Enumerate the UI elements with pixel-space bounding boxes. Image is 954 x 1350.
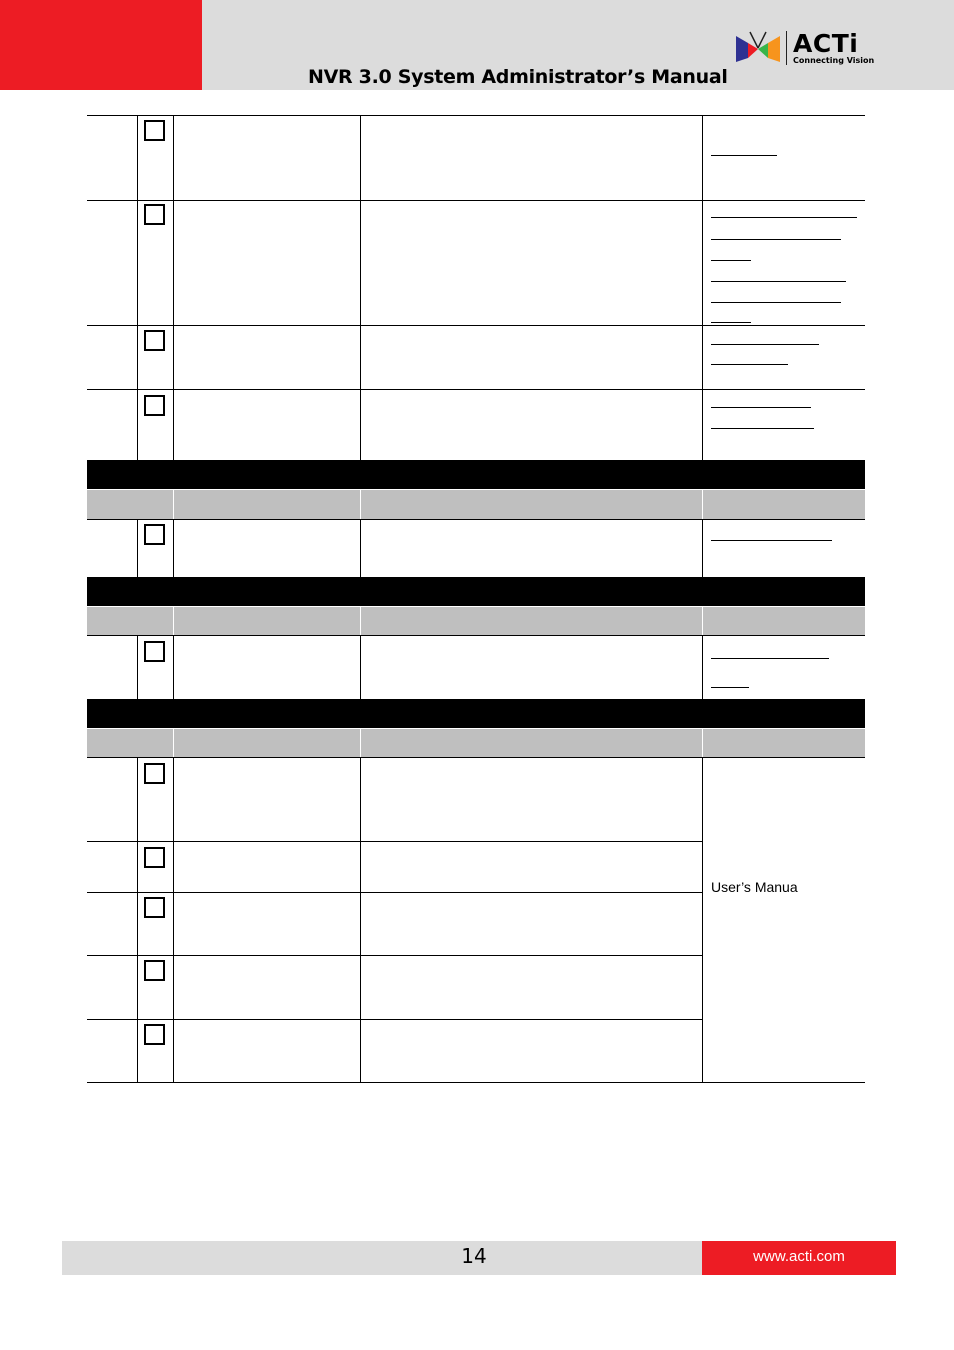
- checklist-checkbox[interactable]: [144, 960, 165, 981]
- col-divider: [173, 757, 174, 1082]
- row-divider: [87, 325, 865, 326]
- document-title: NVR 3.0 System Administrator’s Manual: [308, 66, 728, 88]
- col-divider: [137, 519, 138, 577]
- checklist-checkbox[interactable]: [144, 641, 165, 662]
- checklist-checkbox[interactable]: [144, 1024, 165, 1045]
- logo-divider: [786, 31, 787, 65]
- reference-link[interactable]: [711, 687, 749, 688]
- row-divider: [87, 1019, 702, 1020]
- section-header-bar: [87, 577, 865, 606]
- section-header-bar: [87, 699, 865, 728]
- website-link[interactable]: www.acti.com: [753, 1248, 845, 1265]
- header-red-block: [0, 0, 202, 90]
- checklist-checkbox[interactable]: [144, 120, 165, 141]
- checklist-checkbox[interactable]: [144, 330, 165, 351]
- column-header-bar: [87, 729, 865, 758]
- col-divider: [360, 115, 361, 460]
- row-divider: [87, 841, 702, 842]
- row-divider: [87, 200, 865, 201]
- reference-link[interactable]: [711, 344, 819, 345]
- reference-link[interactable]: [711, 407, 811, 408]
- col-divider: [173, 115, 174, 460]
- reference-link[interactable]: [711, 364, 788, 365]
- column-header-bar: [87, 490, 865, 519]
- reference-link[interactable]: [711, 217, 857, 218]
- col-divider: [702, 115, 703, 460]
- merged-reference-note: User’s Manua: [711, 879, 798, 895]
- col-divider: [360, 635, 361, 699]
- col-divider: [173, 635, 174, 699]
- row-divider: [87, 757, 865, 758]
- reference-link[interactable]: [711, 658, 829, 659]
- col-divider: [702, 635, 703, 699]
- page-number: 14: [461, 1244, 487, 1268]
- column-header-bar: [87, 607, 865, 636]
- row-divider: [87, 635, 865, 636]
- reference-link[interactable]: [711, 155, 777, 156]
- checklist-checkbox[interactable]: [144, 204, 165, 225]
- col-divider: [702, 519, 703, 577]
- logo-wordmark: ACTi: [793, 29, 859, 58]
- col-divider: [360, 519, 361, 577]
- row-divider: [87, 389, 865, 390]
- col-divider: [702, 757, 703, 1082]
- reference-link[interactable]: [711, 260, 751, 261]
- logo-tagline: Connecting Vision: [793, 56, 875, 65]
- section-header-bar: [87, 460, 865, 489]
- col-divider: [137, 635, 138, 699]
- col-divider: [137, 757, 138, 1082]
- reference-link[interactable]: [711, 540, 832, 541]
- checklist-checkbox[interactable]: [144, 524, 165, 545]
- row-divider: [87, 955, 702, 956]
- col-divider: [173, 519, 174, 577]
- checklist-checkbox[interactable]: [144, 763, 165, 784]
- row-divider: [87, 892, 702, 893]
- col-divider: [360, 757, 361, 1082]
- row-divider: [87, 519, 865, 520]
- col-divider: [137, 115, 138, 460]
- checklist-checkbox[interactable]: [144, 897, 165, 918]
- reference-link[interactable]: [711, 428, 814, 429]
- checklist-checkbox[interactable]: [144, 395, 165, 416]
- reference-link[interactable]: [711, 302, 841, 303]
- checklist-checkbox[interactable]: [144, 847, 165, 868]
- reference-link[interactable]: [711, 239, 841, 240]
- reference-link[interactable]: [711, 281, 846, 282]
- table-bottom-rule: [87, 1082, 865, 1083]
- reference-link[interactable]: [711, 322, 751, 323]
- table-top-rule: [87, 115, 865, 116]
